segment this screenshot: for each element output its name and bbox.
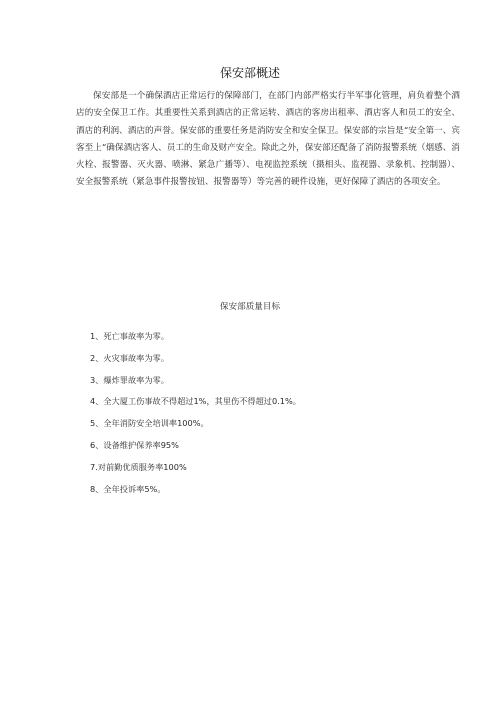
list-item: 4、全大厦工伤事故不得超过1%，其里伤不得超过0.1%。 <box>90 396 301 407</box>
quality-goals-list <box>90 330 470 504</box>
quality-goals-title: 保安部质量目标 <box>219 302 281 312</box>
list-item: 3、爆炸罪故率为零。 <box>90 374 169 385</box>
list-item: 2、火灾事故率为零。 <box>90 352 169 363</box>
overview-paragraph: 保安部是一个确保酒店正常运行的保障部门，在部门内部严格实行半军事化管理，肩负着整个酒店的安全保卫工作。其重要性关系到酒店的正常运转、酒店的客房出租率、酒店客人和员工的安全、酒店的利润、酒店的声誉。保安部的重要任务是消防安全和安全保卫。保安部的宗旨是“安全第一、宾客至上“确保酒店客人、员工的生命及财产安全。除此之外，保安部还配备了消防报警系统（烟感、消火栓、报警器、灭火器、喷淋、紧急广播等）、电视监控系统（摄相头、监视器、录象机、控制器）、安全报警系统（紧急事件报警按钮、报警器等）等完善的硬件设施，更好保障了酒店的各项安全。 <box>76 91 460 188</box>
document-title: 保安部概述 <box>219 66 280 80</box>
list-item: 7.对前勤优质服务率100% <box>90 461 187 472</box>
list-item: 1、死亡事故率为零。 <box>90 331 169 341</box>
list-item: 8、全年投诉率5%。 <box>90 483 166 494</box>
list-item: 5、全年消防安全培训率100%。 <box>90 418 209 429</box>
list-item: 6、设备维护保养率95% <box>90 439 179 450</box>
